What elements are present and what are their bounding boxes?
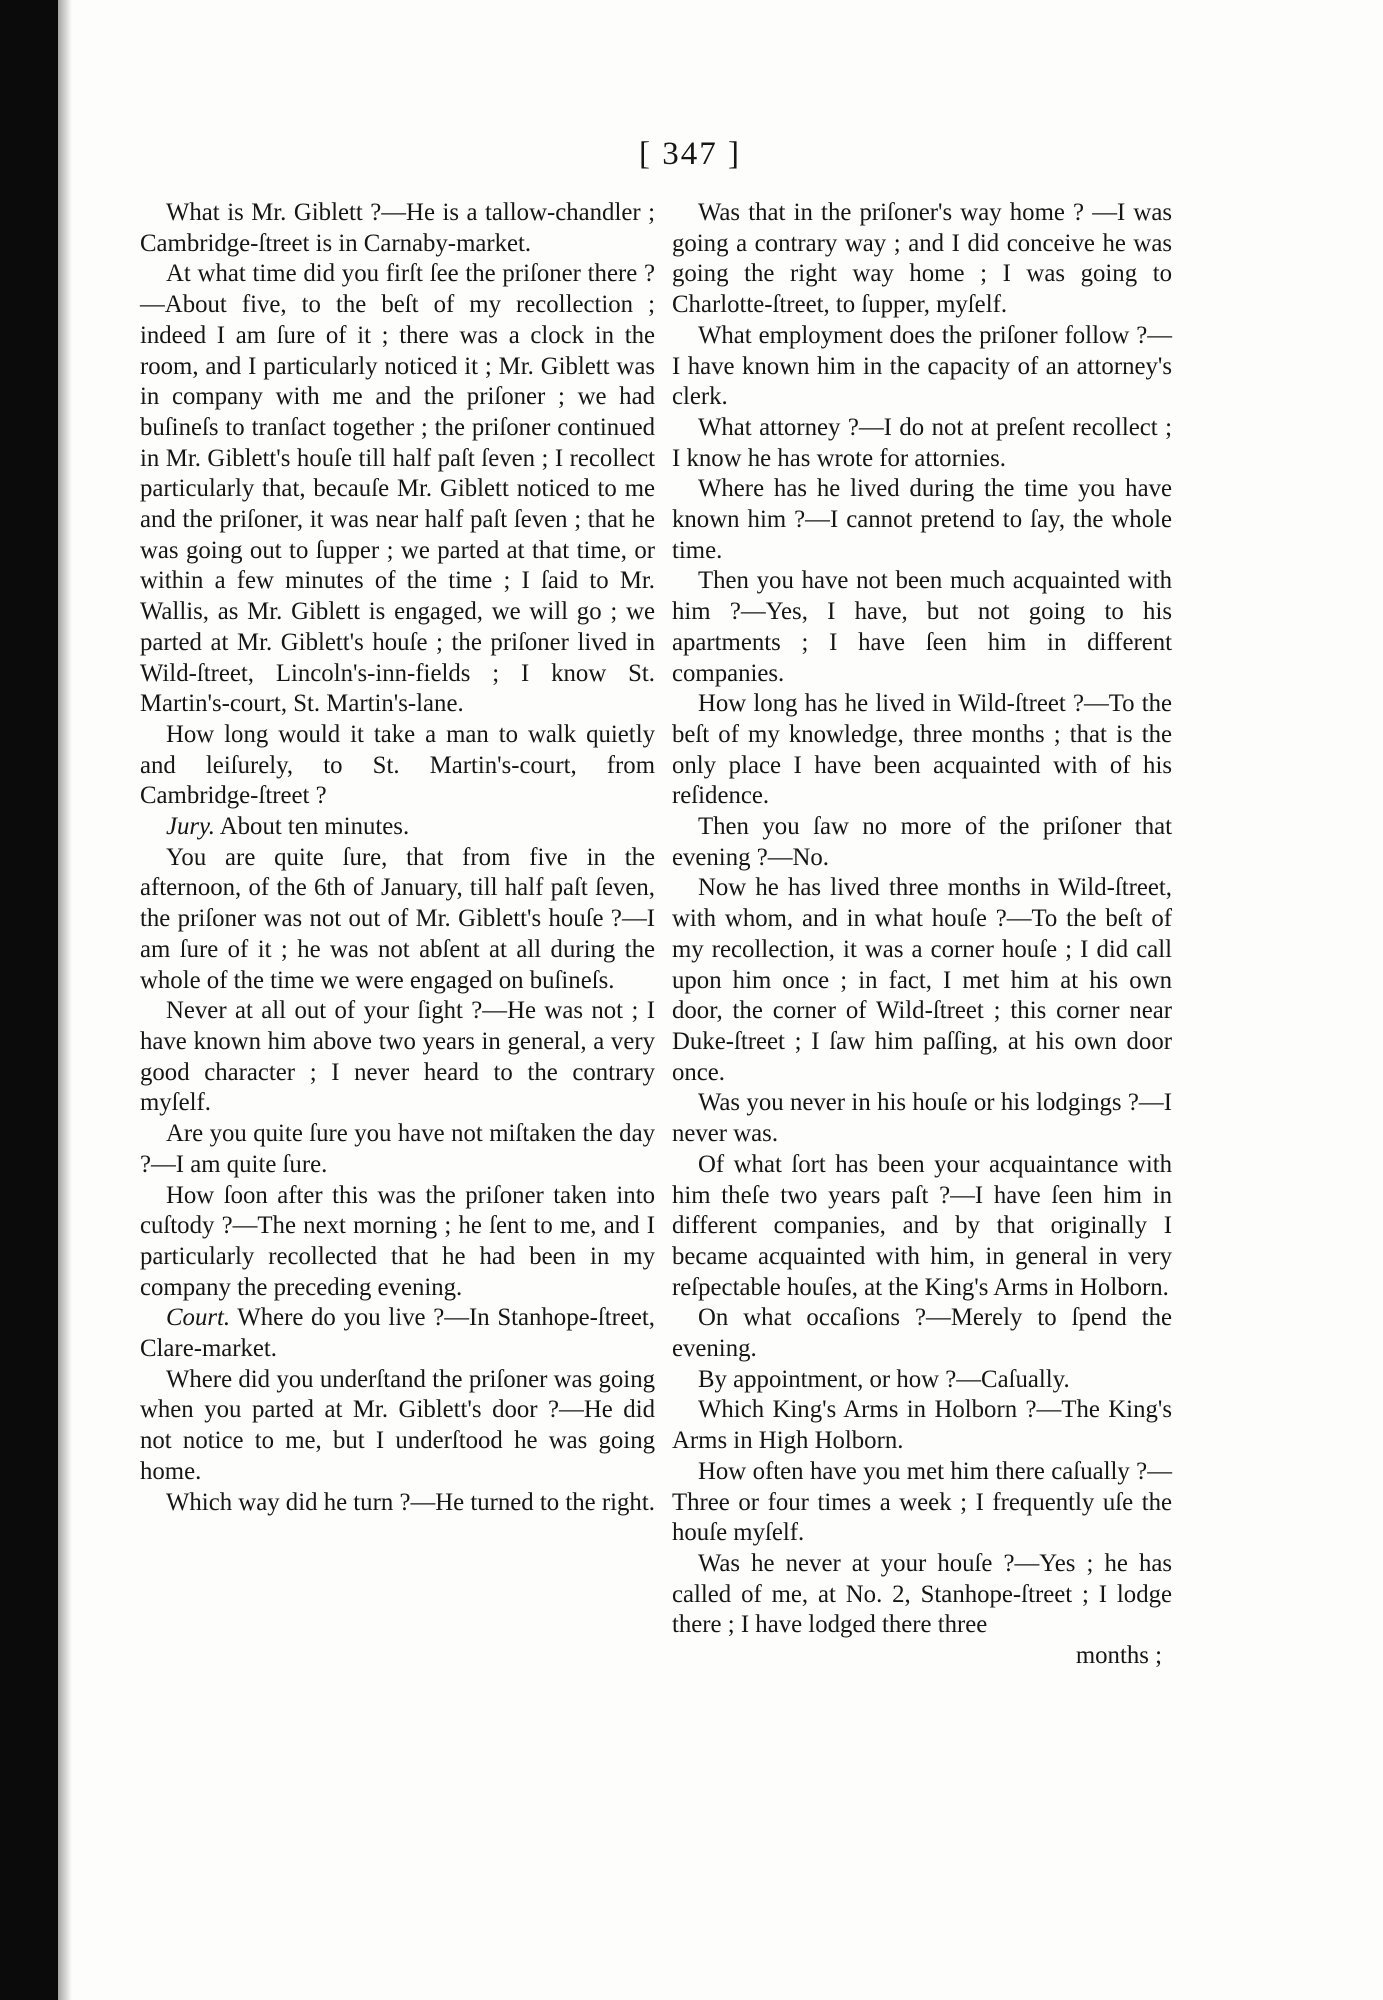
paragraph-text: How long would it take a man to walk quietly and leiſurely, to St. Martin's-court, from Cambridge-ſtreet ? [140,720,655,810]
paragraph [672,812,1172,873]
paragraph-text: Then you ſaw no more of the priſoner that evening ?—No. [672,813,1172,871]
paragraph-text: Was he never at your houſe ?—Yes ; he has called of me, at No. 2, Stanhope-ſtreet ; I lodge there ; I have lodged there three [672,1549,1172,1639]
paragraph [672,198,1172,321]
paragraph [672,873,1172,1088]
left-column [140,198,655,1518]
paragraph [140,812,655,843]
binding-shadow [58,0,72,2000]
paragraph-text: You are quite ſure, that from five in the afternoon, of the 6th of January, till half paſt ſeven, the priſoner was not out of Mr. Giblett's houſe ?—I am ſure of it ; he was not abſent at all during the whole of the time we were engaged on buſineſs. [140,843,655,994]
paragraph [672,1457,1172,1549]
paragraph-text: About ten minutes. [214,813,410,841]
paragraph-text: Are you quite ſure you have not miſtaken the day ?—I am quite ſure. [140,1120,655,1178]
paragraph-text: Where did you underſtand the priſoner was going when you parted at Mr. Giblett's door ?—He did not notice to me, but I underſtood he was going home. [140,1365,655,1485]
paragraph [672,1303,1172,1364]
paragraph-text: Which King's Arms in Holborn ?—The King's Arms in High Holborn. [672,1396,1172,1455]
paragraph-text: Where do you live ?—In Stanhope-ſtreet, Clare-market. [140,1304,655,1363]
speaker-label: Court. [166,1304,231,1332]
paragraph-text: Was that in the priſoner's way home ? —I was going a contrary way ; and I did conceive he was going the right way home ; I was going to Charlotte-ſtreet, to ſupper, myſelf. [672,199,1172,319]
paragraph [140,843,655,997]
paragraph [672,1150,1172,1304]
paragraph-text: What is Mr. Giblett ?—He is a tallow-chandler ; Cambridge-ſtreet is in Carnaby-market. [140,199,655,257]
paragraph [672,413,1172,474]
paragraph-text: On what occaſions ?—Merely to ſpend the evening. [672,1304,1172,1363]
page-binding-edge [0,0,58,2000]
paragraph [672,566,1172,689]
paragraph [140,198,655,259]
paragraph [140,1303,655,1364]
paragraph [140,1181,655,1304]
paragraph-text: Was you never in his houſe or his lodgings ?—I never was. [672,1089,1172,1148]
right-column [672,198,1172,1672]
paragraph-text: Now he has lived three months in Wild-ſtreet, with whom, and in what houſe ?—To the beſt of my recollection, it was a corner houſe ; I did call upon him once ; in fact, I met him at his own door, the corner of Wild-ſtreet ; this corner near Duke-ſtreet ; I ſaw him paſſing, at his own door once. [672,874,1172,1086]
paragraph-text: How ſoon after this was the priſoner taken into cuſtody ?—The next morning ; he ſent to me, and I particularly recollected that he had been in my company the preceding evening. [140,1181,655,1301]
paragraph-text: What employment does the priſoner follow ?—I have known him in the capacity of an attorney's clerk. [672,321,1172,411]
paragraph-text: Never at all out of your ſight ?—He was not ; I have known him above two years in general, a very good character ; I never heard to the contrary myſelf. [140,997,655,1117]
paragraph [140,1488,655,1519]
paragraph [140,1365,655,1488]
page-number: [ 347 ] [639,136,741,172]
paragraph [672,1365,1172,1396]
paragraph-text: At what time did you firſt ſee the priſoner there ?—About five, to the beſt of my recollection ; indeed I am ſure of it ; there was a clock in the room, and I particularly noticed it ; Mr. Giblett was in company with me and the priſoner ; we had buſineſs to tranſact together ; the priſoner continued in Mr. Giblett's houſe till half paſt ſeven ; I recollect particularly that, becauſe Mr. Giblett noticed to me and the priſoner, it was near half paſt ſeven ; that he was going out to ſupper ; we parted at that time, or within a few minutes of the time ; I ſaid to Mr. Wallis, as Mr. Giblett is engaged, we will go ; we parted at Mr. Giblett's houſe ; the priſoner lived in Wild-ſtreet, Lincoln's-inn-fields ; I know St. Martin's-court, St. Martin's-lane. [140,260,655,718]
paragraph-text: Then you have not been much acquainted with him ?—Yes, I have, but not going to his apartments ; I have ſeen him in different companies. [672,567,1172,687]
paragraph [140,720,655,812]
paragraph-text: How long has he lived in Wild-ſtreet ?—To the beſt of my knowledge, three months ; that is the only place I have been acquainted with of his reſidence. [672,690,1172,810]
paragraph [672,1088,1172,1149]
paragraph [672,321,1172,413]
paragraph [140,1119,655,1180]
catchword: months ; [1075,1642,1162,1670]
paragraph-text: What attorney ?—I do not at preſent recollect ; I know he has wrote for attornies. [672,413,1172,472]
paragraph-text: Which way did he turn ?—He turned to the right. [166,1488,655,1516]
speaker-label: Jury. [166,813,215,841]
paragraph [672,1395,1172,1456]
paragraph [140,259,655,720]
paragraph [672,689,1172,812]
paragraph-text: How often have you met him there caſually ?—Three or four times a week ; I frequently uſe the houſe myſelf. [672,1457,1172,1547]
paragraph [672,474,1172,566]
paragraph [672,1549,1172,1641]
paragraph-text: By appointment, or how ?—Caſually. [698,1365,1070,1393]
paragraph [140,996,655,1119]
paragraph-text: Of what ſort has been your acquaintance with him theſe two years paſt ?—I have ſeen him in different companies, and by that originally I became acquainted with him, in general in very reſpectable houſes, at the King's Arms in Holborn. [672,1150,1172,1301]
paragraph-text: Where has he lived during the time you have known him ?—I cannot pretend to ſay, the whole time. [672,475,1172,564]
